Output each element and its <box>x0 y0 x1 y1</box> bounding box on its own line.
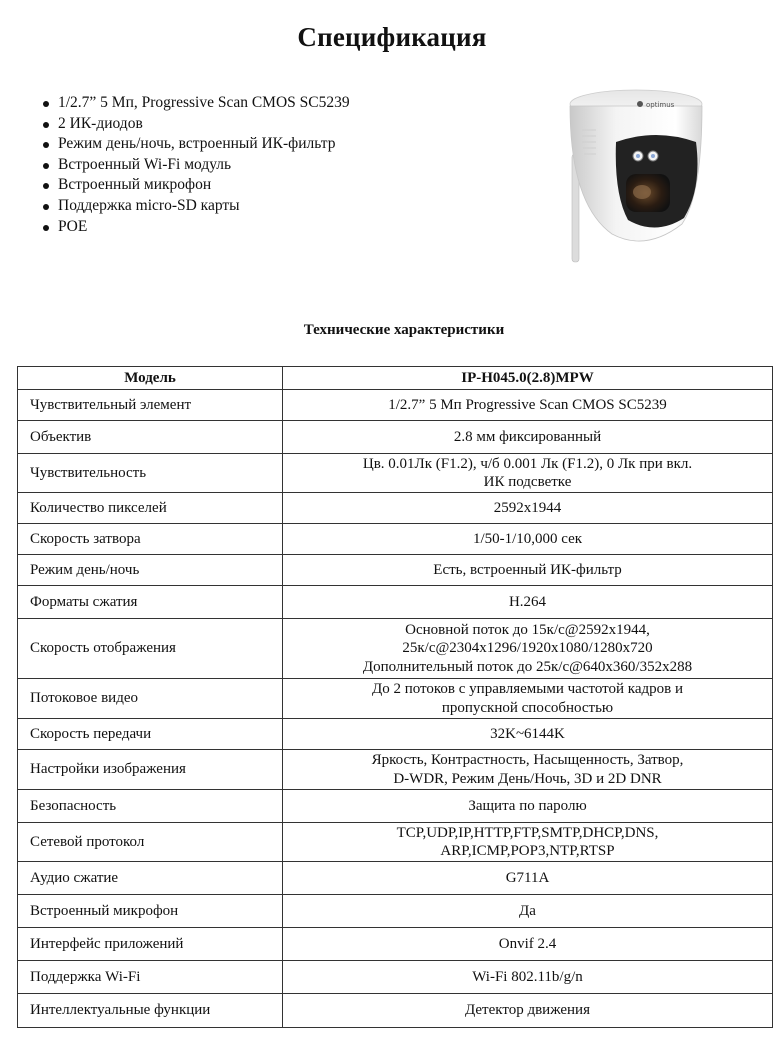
page-title: Спецификация <box>297 22 487 52</box>
spec-value-line: G711A <box>505 869 550 886</box>
feature-item: 2 ИК-диодов <box>40 114 350 135</box>
spec-param: Встроенный микрофон <box>18 895 283 928</box>
spec-param: Скорость передачи <box>18 719 283 750</box>
table-row <box>18 493 773 524</box>
table-row <box>18 586 773 619</box>
spec-value <box>283 390 773 421</box>
spec-value-line: пропускной способностью <box>441 699 614 716</box>
spec-value <box>283 928 773 961</box>
feature-item: Встроенный Wi-Fi модуль <box>40 155 350 176</box>
spec-value-line: Wi-Fi 802.11b/g/n <box>472 968 583 985</box>
spec-value <box>283 619 773 679</box>
spec-param: Поддержка Wi-Fi <box>18 961 283 994</box>
spec-value-line: 25к/с@2304x1296/1920x1080/1280x720 <box>402 640 653 657</box>
table-row <box>18 454 773 493</box>
table-row <box>18 790 773 823</box>
spec-value <box>283 862 773 895</box>
feature-item: Встроенный микрофон <box>40 175 350 196</box>
table-header-row <box>18 367 773 390</box>
spec-value-line: Дополнительный поток до 25к/с@640x360/352x288 <box>362 658 693 675</box>
spec-param: Настройки изображения <box>18 750 283 790</box>
spec-value-line: Есть, встроенный ИК-фильтр <box>433 561 622 578</box>
table-row <box>18 961 773 994</box>
table-row <box>18 994 773 1028</box>
spec-value <box>283 555 773 586</box>
feature-list <box>40 93 350 237</box>
spec-value-line: Детектор движения <box>464 1002 590 1019</box>
feature-item: 1/2.7” 5 Мп, Progressive Scan CMOS SC5239 <box>40 93 350 114</box>
spec-param: Режим день/ночь <box>18 555 283 586</box>
spec-value <box>283 679 773 719</box>
spec-value <box>283 895 773 928</box>
feature-item: Режим день/ночь, встроенный ИК-фильтр <box>40 134 350 155</box>
specs-title: Технические характеристики <box>303 322 505 338</box>
spec-value <box>283 586 773 619</box>
table-row <box>18 928 773 961</box>
table-row <box>18 895 773 928</box>
spec-value-line: Основной поток до 15к/с@2592x1944, <box>405 621 650 638</box>
spec-value-line: 1/50-1/10,000 сек <box>472 530 583 547</box>
spec-value-line: 32K~6144K <box>490 725 565 742</box>
spec-value-line: TCP,UDP,IP,HTTP,FTP,SMTP,DHCP,DNS, <box>396 824 659 841</box>
spec-value <box>283 790 773 823</box>
header-value: IP-H045.0(2.8)MPW <box>283 367 773 390</box>
spec-value-line: 2592x1944 <box>493 499 562 516</box>
spec-value <box>283 524 773 555</box>
spec-value <box>283 823 773 862</box>
spec-param: Чувствительность <box>18 454 283 493</box>
spec-param: Форматы сжатия <box>18 586 283 619</box>
spec-value-line: 2.8 мм фиксированный <box>453 428 602 445</box>
spec-value <box>283 750 773 790</box>
spec-value <box>283 961 773 994</box>
spec-param: Сетевой протокол <box>18 823 283 862</box>
table-row <box>18 750 773 790</box>
spec-param: Потоковое видео <box>18 679 283 719</box>
spec-value-line: 1/2.7” 5 Мп Progressive Scan CMOS SC5239 <box>388 396 667 413</box>
spec-param: Скорость отображения <box>18 619 283 679</box>
spec-param: Аудио сжатие <box>18 862 283 895</box>
spec-value-line: H.264 <box>508 593 547 610</box>
table-row <box>18 823 773 862</box>
spec-value-line: ARP,ICMP,POP3,NTP,RTSP <box>440 843 615 859</box>
spec-value-line: Да <box>519 902 536 919</box>
spec-value-line: Onvif 2.4 <box>498 935 557 952</box>
spec-value-line: ИК подсветке <box>483 474 572 490</box>
spec-value <box>283 493 773 524</box>
table-row <box>18 421 773 454</box>
spec-param: Интерфейс приложений <box>18 928 283 961</box>
spec-value-line: Защита по паролю <box>468 797 587 814</box>
spec-param: Интеллектуальные функции <box>18 994 283 1028</box>
table-row <box>18 555 773 586</box>
table-row <box>18 862 773 895</box>
table-row <box>18 679 773 719</box>
spec-value <box>283 421 773 454</box>
spec-param: Количество пикселей <box>18 493 283 524</box>
spec-param: Объектив <box>18 421 283 454</box>
spec-value-line: Цв. 0.01Лк (F1.2), ч/б 0.001 Лк (F1.2), 0 Лк при вкл. <box>362 455 693 472</box>
spec-param: Скорость затвора <box>18 524 283 555</box>
table-row <box>18 524 773 555</box>
spec-value-line: Яркость, Контрастность, Насыщенность, Затвор, <box>371 752 684 768</box>
spec-value-line: D-WDR, Режим День/Ночь, 3D и 2D DNR <box>393 770 662 787</box>
feature-item: POE <box>40 217 350 238</box>
table-row <box>18 390 773 421</box>
header-param: Модель <box>18 367 283 390</box>
spec-param: Безопасность <box>18 790 283 823</box>
table-row <box>18 619 773 679</box>
spec-value-line: До 2 потоков с управляемыми частотой кадров и <box>371 681 683 697</box>
spec-value <box>283 454 773 493</box>
spec-value <box>283 994 773 1028</box>
table-row <box>18 719 773 750</box>
spec-param: Чувствительный элемент <box>18 390 283 421</box>
camera-image <box>556 84 708 266</box>
feature-item: Поддержка micro-SD карты <box>40 196 350 217</box>
svg-text:optimus: optimus <box>646 101 675 109</box>
spec-value <box>283 719 773 750</box>
spec-table <box>17 366 773 1028</box>
